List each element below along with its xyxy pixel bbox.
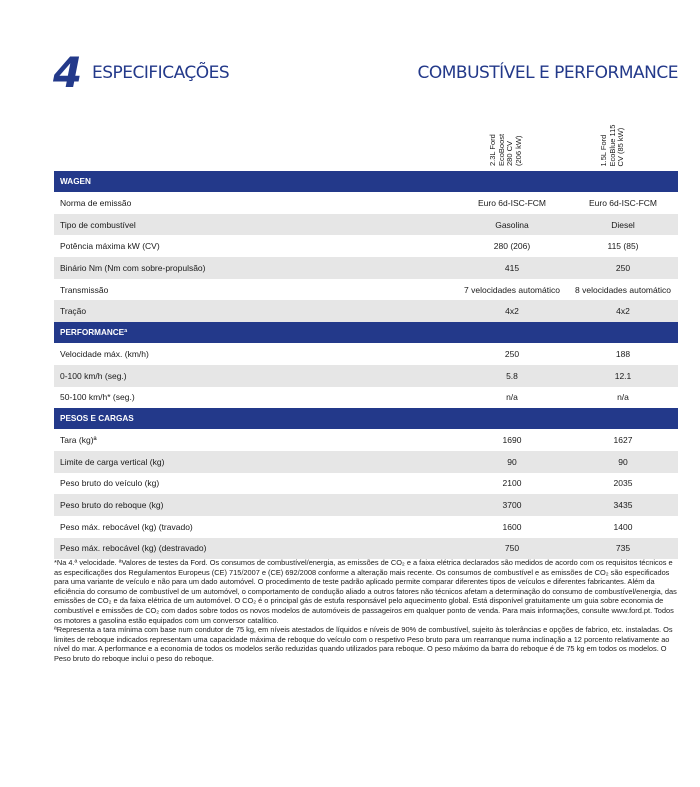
table-row xyxy=(54,279,678,301)
row-value-col1: 7 velocidades automático xyxy=(456,279,568,301)
row-value-col1: 3700 xyxy=(456,494,568,516)
row-label: 0-100 km/h (seg.) xyxy=(54,365,456,387)
row-value-col1: 4x2 xyxy=(456,300,568,322)
row-label: Norma de emissão xyxy=(54,192,456,214)
column-header-1 xyxy=(488,110,523,166)
table-row xyxy=(54,235,678,257)
row-value-col1: 750 xyxy=(456,538,568,560)
column-header-2-label: 1.5L Ford EcoBlue 115 CV (85 kW) xyxy=(599,124,625,166)
row-value-col2: Diesel xyxy=(568,214,678,236)
row-value-col2: 8 velocidades automático xyxy=(568,279,678,301)
table-row xyxy=(54,429,678,451)
row-value-col2: 3435 xyxy=(568,494,678,516)
row-value-col2: 2035 xyxy=(568,473,678,495)
table-row xyxy=(54,192,678,214)
section-title-cell: PESOS E CARGAS xyxy=(54,408,678,429)
row-label: Potência máxima kW (CV) xyxy=(54,235,456,257)
section-subtitle: COMBUSTÍVEL E PERFORMANCE xyxy=(417,63,678,83)
row-value-col2: 250 xyxy=(568,257,678,279)
row-label: Velocidade máx. (km/h) xyxy=(54,343,456,365)
table-row xyxy=(54,451,678,473)
row-value-col2: n/a xyxy=(568,387,678,409)
section-header xyxy=(54,408,678,429)
table-row xyxy=(54,300,678,322)
row-label: Limite de carga vertical (kg) xyxy=(54,451,456,473)
row-value-col1: 2100 xyxy=(456,473,568,495)
row-label: Peso bruto do reboque (kg) xyxy=(54,494,456,516)
column-header-1-label: 2.3L Ford EcoBoost 280 CV (206 kW) xyxy=(488,133,523,166)
row-label: Peso máx. rebocável (kg) (destravado) xyxy=(54,538,456,560)
row-value-col1: Euro 6d-ISC-FCM xyxy=(456,192,568,214)
table-row xyxy=(54,516,678,538)
table-row xyxy=(54,343,678,365)
row-label: Tara (kg)ª xyxy=(54,429,456,451)
row-value-col1: 5.8 xyxy=(456,365,568,387)
row-label: Binário Nm (Nm com sobre-propulsão) xyxy=(54,257,456,279)
row-label: Transmissão xyxy=(54,279,456,301)
row-value-col2: 4x2 xyxy=(568,300,678,322)
table-row xyxy=(54,214,678,236)
footnote-weights: ªRepresenta a tara mínima com base num condutor de 75 kg, em níveis atestados de líquidos e níveis de 90% de combustível, sujeito às tolerâncias e opções de fabrico, etc. instaladas. Os limites de reboque indicados representam uma capacidade máxima de reboque do veículo com o respetivo Peso bruto para um rearranque numa inclinação a 12 porcento relativamente ao nível do mar. A performance e a economia de todos os modelos serão reduzidas quando utilizados para reboque. O peso máximo da barra do reboque é de 75 kg em todos os modelos. O Peso bruto do reboque inclui o peso do reboque. xyxy=(54,625,673,663)
row-value-col1: 250 xyxy=(456,343,568,365)
footnote-emissions: *Na 4.ª velocidade. ªValores de testes da Ford. Os consumos de combustível/energia, as emissões de CO₂ e a faixa elétrica declarados são medidos de acordo com os requisitos técnicos e as especificações dos Regulamentos Europeus (CE) 715/2007 e (CE) 692/2008 conforme a alteração mais recente. Os consumos de combustível e as emissões de CO₂ são especificados para uma variante de veículo e não para um dado automóvel. O procedimento de teste padrão aplicado permite comparar diferentes tipos de veículos e diferentes fabricantes. Além da eficiência do consumo de combustível de um automóvel, o comportamento de condução aliado a outros fatores não técnicos afetam a determinação do consumo de combustível/energia, das emissões de CO₂ e da faixa elétrica de um automóvel. O CO₂ é o principal gás de estufa responsável pelo aquecimento global. Está disponível gratuitamente um guia sobre economia de combustível e emissões de CO₂ com dados sobre todos os novos modelos de automóveis de passageiros em qualquer ponto de venda. Para mais informações, consulte www.ford.pt. Todos os motores a gasolina estão equipados com um conversor catalítico. xyxy=(54,558,677,625)
column-headers xyxy=(0,118,700,170)
table-row xyxy=(54,257,678,279)
table-row xyxy=(54,494,678,516)
footnotes xyxy=(54,558,680,664)
row-label: Peso máx. rebocável (kg) (travado) xyxy=(54,516,456,538)
row-value-col1: 280 (206) xyxy=(456,235,568,257)
row-value-col1: n/a xyxy=(456,387,568,409)
chapter-number: 4 xyxy=(53,48,83,97)
row-value-col2: Euro 6d-ISC-FCM xyxy=(568,192,678,214)
specifications-table xyxy=(54,171,678,559)
column-header-2 xyxy=(599,110,625,166)
row-value-col1: 1690 xyxy=(456,429,568,451)
row-value-col2: 1400 xyxy=(568,516,678,538)
row-value-col2: 90 xyxy=(568,451,678,473)
section-title: ESPECIFICAÇÕES xyxy=(92,63,230,83)
row-label: Peso bruto do veículo (kg) xyxy=(54,473,456,495)
row-value-col2: 12.1 xyxy=(568,365,678,387)
row-value-col1: 90 xyxy=(456,451,568,473)
row-label: Tração xyxy=(54,300,456,322)
table-row xyxy=(54,538,678,560)
row-value-col2: 188 xyxy=(568,343,678,365)
row-value-col2: 1627 xyxy=(568,429,678,451)
row-value-col2: 115 (85) xyxy=(568,235,678,257)
page-header xyxy=(0,0,700,120)
table-row xyxy=(54,387,678,409)
row-label: 50-100 km/h* (seg.) xyxy=(54,387,456,409)
row-value-col2: 735 xyxy=(568,538,678,560)
row-value-col1: 415 xyxy=(456,257,568,279)
row-value-col1: 1600 xyxy=(456,516,568,538)
row-value-col1: Gasolina xyxy=(456,214,568,236)
row-label: Tipo de combustível xyxy=(54,214,456,236)
section-header xyxy=(54,322,678,343)
section-title-cell: PERFORMANCEª xyxy=(54,322,678,343)
table-row xyxy=(54,473,678,495)
section-header xyxy=(54,171,678,192)
section-title-cell: WAGEN xyxy=(54,171,678,192)
table-row xyxy=(54,365,678,387)
